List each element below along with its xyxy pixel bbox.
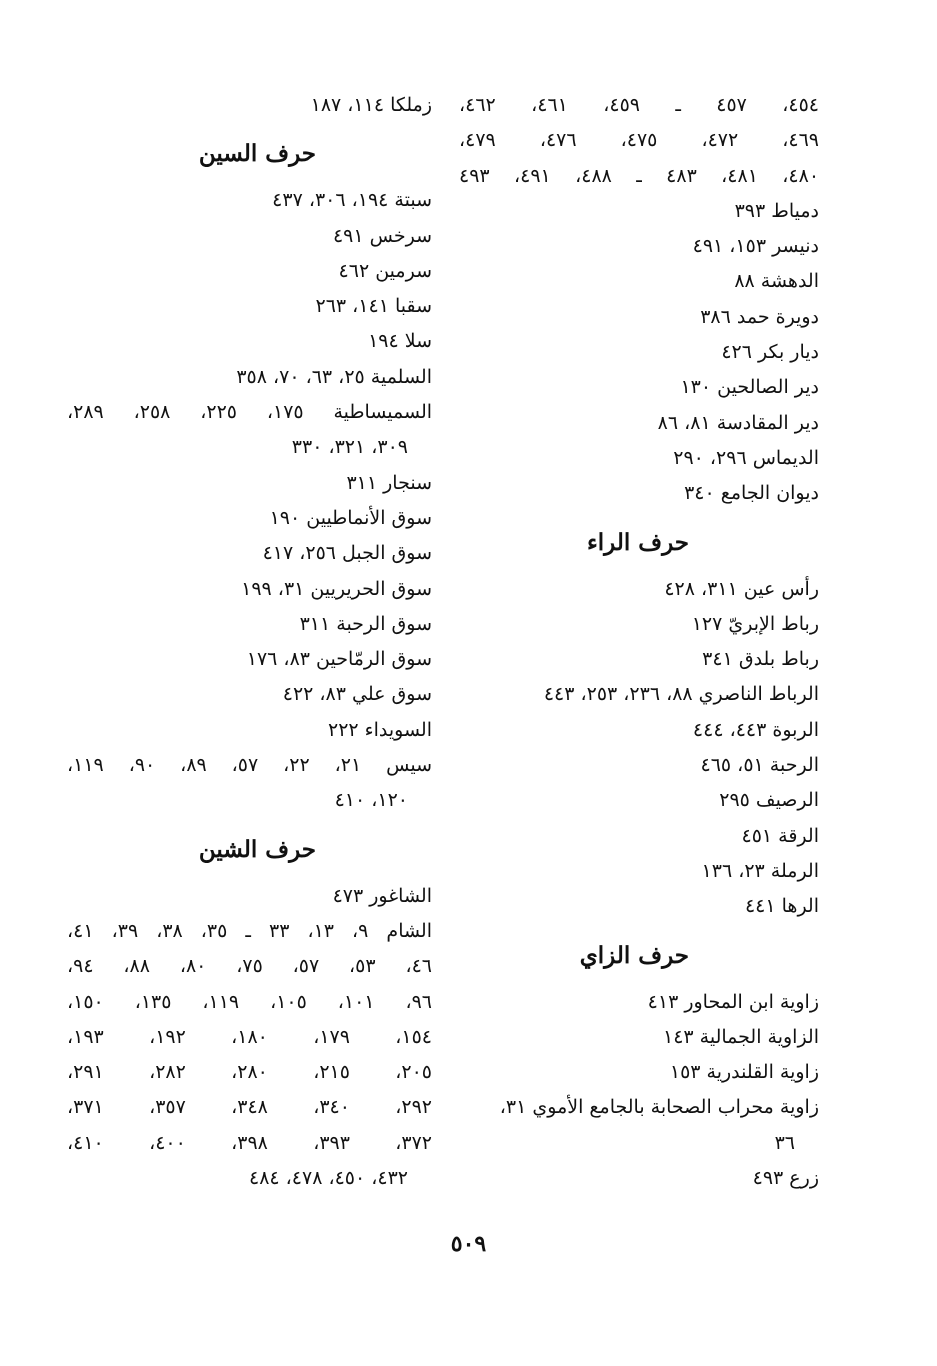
- section-heading: حرف الراء: [586, 528, 689, 556]
- index-entry-continuation: ٣٦: [774, 1131, 795, 1154]
- index-entry: السلمية ٢٥، ٦٣، ٧٠، ٣٥٨: [236, 365, 432, 388]
- index-entry: ٤٨٠، ٤٨١، ٤٨٣ ـ ٤٨٨، ٤٩١، ٤٩٣: [459, 164, 820, 187]
- index-entry: الديماس ٢٩٦، ٢٩٠: [673, 446, 819, 469]
- index-entry: الرباط الناصري ٨٨، ٢٣٦، ٢٥٣، ٤٤٣: [543, 683, 819, 706]
- section-heading: حرف الزاي: [579, 941, 689, 969]
- index-entry: زاوية ابن المحاور ٤١٣: [647, 990, 819, 1013]
- index-entry: ديار بكر ٤٢٦: [721, 341, 819, 364]
- index-entry: ٢٩٢، ٣٤٠، ٣٤٨، ٣٥٧، ٣٧١،: [67, 1096, 433, 1119]
- index-entry: دير المقادسة ٨١، ٨٦: [657, 411, 819, 434]
- index-entry: زرع ٤٩٣: [752, 1167, 819, 1190]
- section-heading: حرف السين: [198, 140, 316, 168]
- index-entry: سوق الأنماطيين ١٩٠: [269, 506, 432, 529]
- index-entry: الرحبة ٥١، ٤٦٥: [700, 754, 819, 777]
- index-entry: السويداء ٢٢٢: [328, 718, 432, 741]
- index-entry: ٩٦، ١٠١، ١٠٥، ١١٩، ١٣٥، ١٥٠،: [67, 990, 432, 1013]
- index-entry: دويرة حمد ٣٨٦: [700, 305, 819, 328]
- index-entry: رباط بلدق ٣٤١: [702, 648, 819, 671]
- index-entry: ٢٠٥، ٢١٥، ٢٨٠، ٢٨٢، ٢٩١،: [67, 1061, 433, 1084]
- index-entry: رباط الإبريّ ١٢٧: [691, 612, 819, 635]
- index-entry: الرها ٤٤١: [744, 895, 819, 918]
- index-entry: ديوان الجامع ٣٤٠: [684, 482, 819, 505]
- index-entry: سوق علي ٨٣، ٤٢٢: [282, 683, 432, 706]
- index-entry: الدهشة ٨٨: [734, 270, 819, 293]
- index-entry: سرمين ٤٦٢: [338, 259, 432, 282]
- index-entry: زاوية محراب الصحابة بالجامع الأموي ٣١،: [499, 1096, 819, 1119]
- index-entry: زاوية القلندرية ١٥٣: [669, 1061, 819, 1084]
- index-entry: الشاغور ٤٧٣: [332, 884, 432, 907]
- page-number: ٥٠٩: [450, 1231, 487, 1257]
- index-entry: الرصيف ٢٩٥: [719, 789, 819, 812]
- index-entry: ٤٦٩، ٤٧٢، ٤٧٥، ٤٧٦، ٤٧٩،: [459, 129, 820, 152]
- index-entry: ٤٦، ٥٣، ٥٧، ٧٥، ٨٠، ٨٨، ٩٤،: [67, 955, 432, 978]
- index-entry: زملكا ١١٤، ١٨٧: [310, 94, 432, 116]
- index-entry: سبتة ١٩٤، ٣٠٦، ٤٣٧: [272, 189, 432, 212]
- index-entry-continuation: ٣٠٩، ٣٢١، ٣٣٠: [291, 436, 408, 459]
- index-entry: سلا ١٩٤: [368, 330, 432, 353]
- index-entry: سوق الرحبة ٣١١: [299, 612, 432, 635]
- index-entry: الرملة ٢٣، ١٣٦: [701, 859, 819, 882]
- index-entry: دنيسر ١٥٣، ٤٩١: [692, 235, 819, 258]
- section-heading: حرف الشين: [198, 835, 316, 863]
- index-entry: سوق الرمّاحين ٨٣، ١٧٦: [246, 648, 432, 671]
- index-entry: سرخس ٤٩١: [332, 224, 432, 247]
- index-entry: السميساطية ١٧٥، ٢٢٥، ٢٥٨، ٢٨٩،: [67, 401, 433, 424]
- index-entry: سنجار ٣١١: [346, 471, 432, 494]
- index-column-left: [67, 88, 432, 1196]
- index-column-right: [459, 88, 819, 1196]
- index-entry: الرقة ٤٥١: [741, 824, 819, 847]
- index-entry: الشام ٩، ١٣، ٣٣ ـ ٣٥، ٣٨، ٣٩، ٤١،: [67, 919, 432, 942]
- index-entry: ٤٥٤، ٤٥٧ ـ ٤٥٩، ٤٦١، ٤٦٢،: [459, 94, 819, 116]
- index-entry: ٣٧٢، ٣٩٣، ٣٩٨، ٤٠٠، ٤١٠،: [67, 1131, 433, 1154]
- index-entry: الزاوية الجمالية ١٤٣: [663, 1025, 819, 1048]
- index-entry: ١٥٤، ١٧٩، ١٨٠، ١٩٢، ١٩٣،: [67, 1025, 433, 1048]
- index-entry: سوق الجبل ٢٥٦، ٤١٧: [262, 542, 432, 565]
- index-entry: سقبا ١٤١، ٢٦٣: [315, 295, 432, 318]
- index-entry: سوق الحريريين ٣١، ١٩٩: [241, 577, 432, 600]
- index-entry-continuation: ١٢٠، ٤١٠: [334, 789, 408, 812]
- index-entry: الربوة ٤٤٣، ٤٤٤: [692, 718, 819, 741]
- index-entry-continuation: ٤٣٢، ٤٥٠، ٤٧٨، ٤٨٤: [248, 1167, 408, 1190]
- index-entry: سيس ٢١، ٢٢، ٥٧، ٨٩، ٩٠، ١١٩،: [67, 754, 432, 777]
- index-entry: دير الصالحين ١٣٠: [680, 376, 819, 399]
- index-entry: دمياط ٣٩٣: [734, 199, 819, 222]
- index-entry: رأس عين ٣١١، ٤٢٨: [664, 577, 819, 600]
